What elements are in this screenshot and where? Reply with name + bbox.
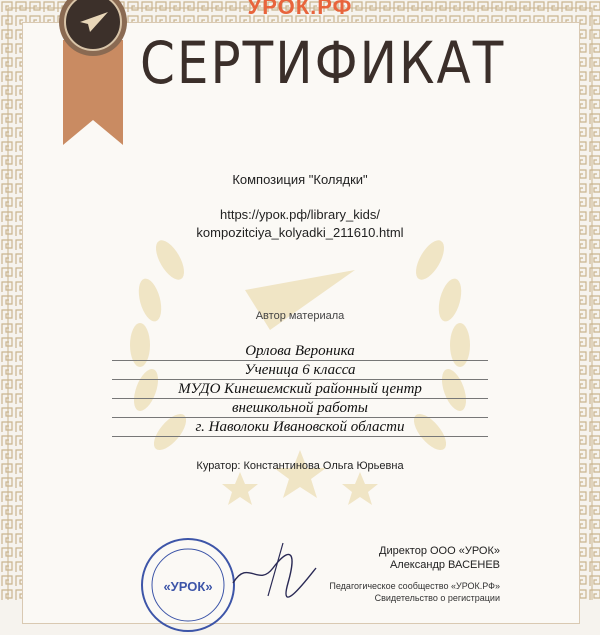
community-block — [300, 580, 500, 604]
seal-ribbon — [48, 0, 138, 150]
certificate-title: СЕРТИФИКАТ — [140, 30, 506, 97]
author-info — [112, 342, 488, 437]
brand-logo-text: УРОК.РФ — [247, 0, 353, 19]
official-stamp — [138, 535, 238, 635]
director-title: Директор ООО «УРОК» — [379, 545, 500, 557]
author-line: Ученица 6 класса — [112, 361, 488, 380]
author-label: Автор материала — [255, 310, 345, 322]
author-line: внешкольной работы — [112, 399, 488, 418]
registration-label: Свидетельство о регистрации — [374, 593, 500, 603]
work-title: Композиция "Колядки" — [232, 172, 368, 187]
author-line: г. Наволоки Ивановской области — [112, 418, 488, 437]
stamp-text: «УРОК» — [163, 579, 213, 594]
author-line: Орлова Вероника — [112, 342, 488, 361]
director-block — [300, 544, 500, 572]
director-name: Александр ВАСЕНЕВ — [389, 559, 500, 571]
curator: Куратор: Константинова Ольга Юрьевна — [196, 460, 404, 472]
author-line: МУДО Кинешемский районный центр — [112, 380, 488, 399]
url-line-1: https://урок.рф/library_kids/ — [219, 207, 381, 222]
work-url[interactable] — [100, 206, 500, 242]
community-name: Педагогическое сообщество «УРОК.РФ» — [329, 581, 500, 591]
url-line-2: kompozitciya_kolyadki_211610.html — [196, 225, 404, 240]
